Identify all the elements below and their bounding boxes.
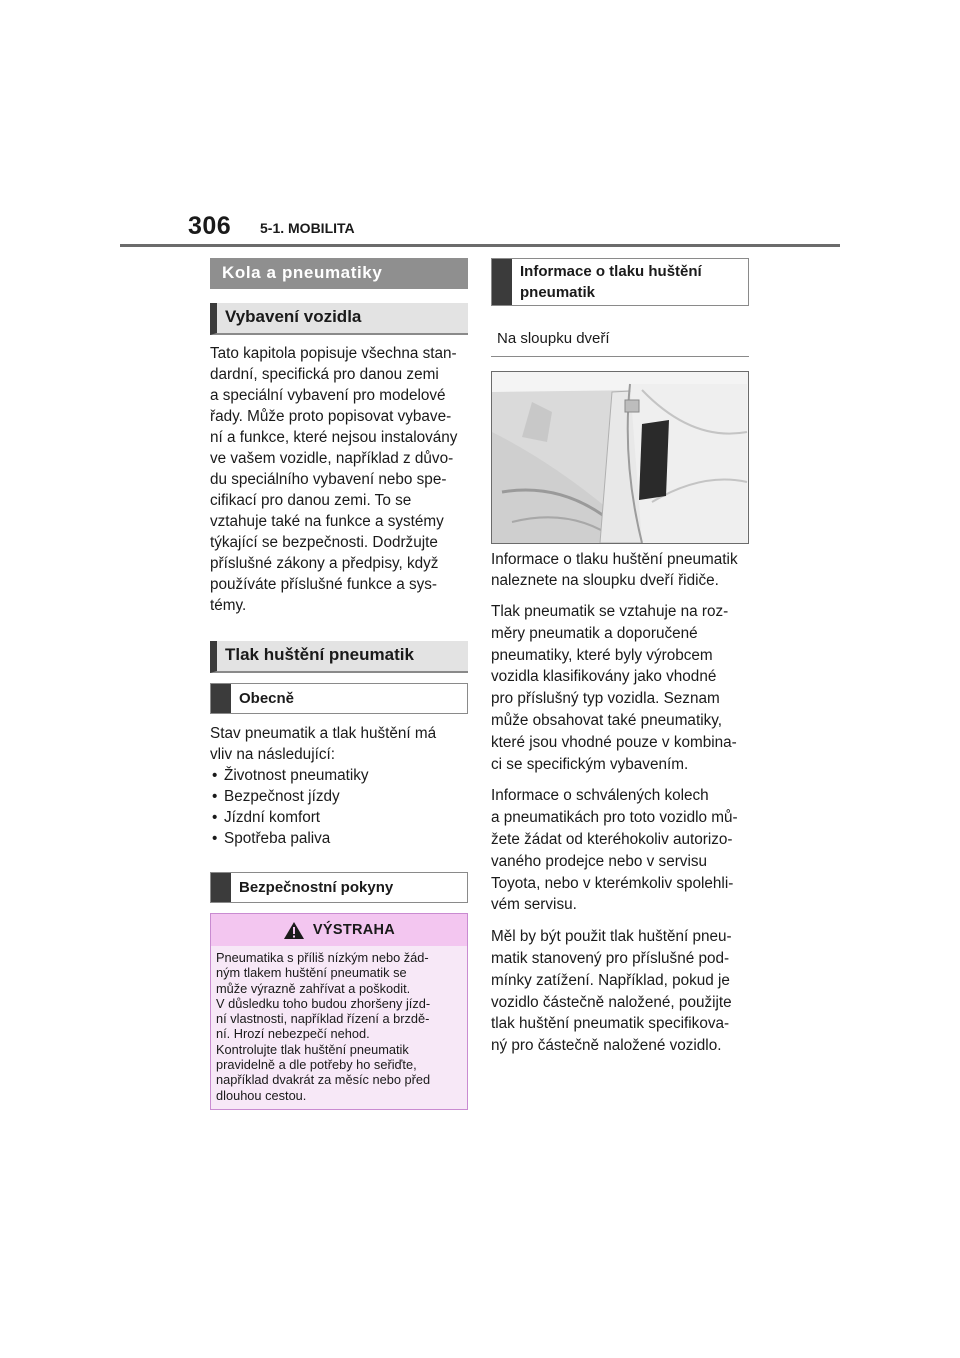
safety-heading: [210, 872, 468, 903]
list-item: • Spotřeba paliva: [210, 828, 468, 849]
general-heading-label: Obecně: [239, 690, 295, 707]
heading-bar: [211, 873, 231, 902]
equipment-text: Tato kapitola popisuje všechna stan- dardní, specifická pro danou zemi a speciální vybavení pro modelové řady. Může proto popisovat vybave- ní a funkce, které nejsou instalovány ve vašem vozidle, například z důvo- du speciálního vybavení nebo spe- cifikací pro danou zemi. To se vztahuje také na funkce a systémy týkající se bezpečnosti. Dodržujte příslušné zákony a předpisy, když používáte příslušné funkce a sys- témy.: [210, 345, 458, 614]
list-item: • Bezpečnost jízdy: [210, 786, 468, 807]
warning-text: Pneumatika s příliš nízkým nebo žád- ným tlakem huštění pneumatik se může výrazně zahřívat a poškodit. V důsledku toho budou zhoršeny jízd- ní vlastnosti, například řízení a brzdě- ní. Hrozí nebezpečí nehod. Kontrolujte tlak huštění pneumatik pravidelně a dle potřeby ho seřiďte, například dvakrát za měsíc nebo před dlouhou cestou.: [216, 950, 431, 1103]
list-item: • Životnost pneumatiky: [210, 765, 468, 786]
factor-list: [210, 765, 468, 849]
paragraph-sizes: Tlak pneumatik se vztahuje na roz- měry pneumatik a doporučené pneumatiky, které byly výrobcem vozidla klasifikovány jako vhodné pro příslušný typ vozidla. Seznam může obsahovat také pneumatiky, které jsou vhodné pouze v kombina- ci se specifickým vybavením.: [491, 603, 737, 773]
door-pillar-image: [492, 372, 748, 543]
paragraph-load: Měl by být použit tlak huštění pneu- matik stanovený pro příslušné pod- mínky zatížení. Například, pokud je vozidlo částečně naložené, použijte tlak huštění pneumatik specifikova- ný pro částečně naložené vozidlo.: [491, 928, 732, 1055]
heading-bar: [492, 259, 512, 305]
door-pillar-illustration: [491, 371, 749, 544]
chapter-title: Kola a pneumatiky: [210, 258, 468, 289]
warning-triangle-icon: [283, 921, 305, 940]
info-heading-label: Informace o tlaku huštění pneumatik: [520, 263, 702, 301]
info-heading: [491, 258, 749, 306]
right-column: [491, 258, 749, 1057]
warning-title: VÝSTRAHA: [312, 922, 396, 938]
list-item: • Jízdní komfort: [210, 807, 468, 828]
equipment-heading: Vybavení vozidla: [210, 303, 468, 335]
page-number: 306: [188, 212, 232, 240]
general-intro: Stav pneumatik a tlak huštění má vliv na následující:: [210, 725, 437, 763]
pressure-heading: Tlak huštění pneumatik: [210, 641, 468, 673]
section-label: 5-1. MOBILITA: [260, 220, 355, 236]
left-column: [210, 258, 468, 1110]
safety-heading-label: Bezpečnostní pokyny: [239, 879, 394, 896]
figure-caption: Na sloupku dveří: [491, 318, 749, 357]
general-heading: [210, 683, 468, 714]
header-rule: [120, 244, 840, 247]
paragraph-location: Informace o tlaku huštění pneumatik naleznete na sloupku dveří řidiče.: [491, 551, 738, 589]
paragraph-approved: Informace o schválených kolech a pneumatikách pro toto vozidlo mů- žete žádat od kteréhokoliv autorizo- vaného prodejce nebo v servisu Toyota, nebo v kterémkoliv spolehli- vém servisu.: [491, 787, 738, 914]
warning-header: [211, 914, 467, 946]
heading-bar: [211, 684, 231, 713]
warning-box: [210, 913, 468, 1110]
